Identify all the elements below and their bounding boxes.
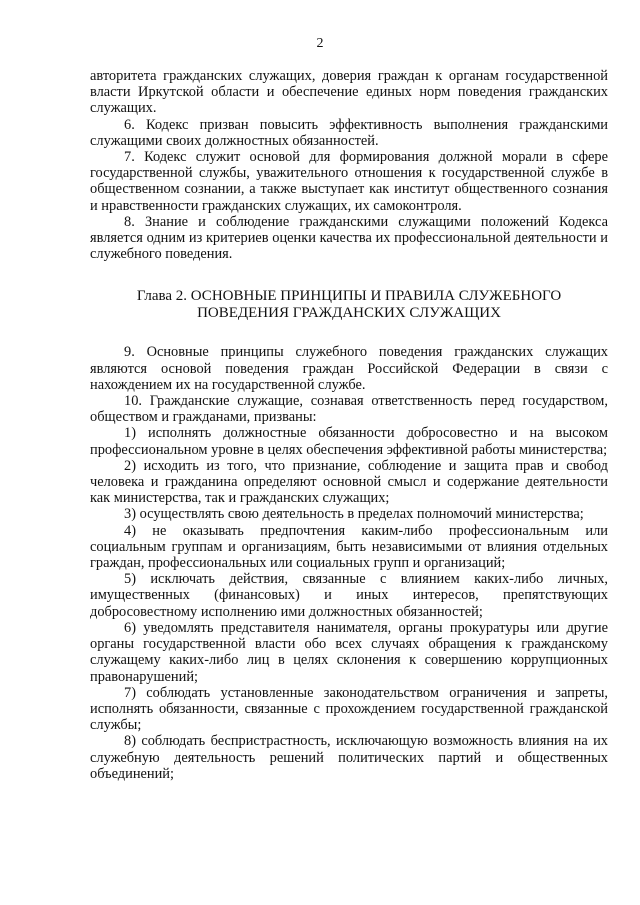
page-number: 2: [316, 36, 324, 51]
paragraph: 10. Гражданские служащие, сознавая ответственность перед государством, обществом и гражданами, призваны:: [90, 393, 608, 426]
list-item: 7) соблюдать установленные законодательством ограничения и запреты, исполнять обязанности, связанные с прохождением государственной гражданской службы;: [90, 684, 608, 734]
paragraph: 6. Кодекс призван повысить эффективность выполнения гражданскими служащими своих должностных обязанностей.: [90, 116, 608, 149]
chapter-heading: [90, 288, 608, 322]
list-item: 8) соблюдать беспристрастность, исключающую возможность влияния на их служебную деятельность решений политических партий и общественных объединений;: [90, 733, 608, 782]
paragraph: 7. Кодекс служит основой для формирования должной морали в сфере государственной службы, уважительного отношения к государственной службе в общественном сознании, а также выступает как институт общественного сознания и нравственности гражданских служащих, их самоконтроля.: [90, 149, 608, 214]
list-item: 5) исключать действия, связанные с влиянием каких-либо личных, имущественных (финансовых) и иных интересов, препятствующих добросовестному исполнению ими должностных обязанностей;: [90, 571, 608, 620]
list-item: 1) исполнять должностные обязанности добросовестно и на высоком профессиональном уровне в целях обеспечения эффективной работы министерства;: [90, 425, 608, 458]
list-item: 4) не оказывать предпочтения каким-либо профессиональным или социальным группам и организациям, быть независимыми от влияния отдельных граждан, профессиональных или социальных групп и организаций;: [90, 522, 608, 572]
paragraph: 8. Знание и соблюдение гражданскими служащими положений Кодекса является одним из критериев оценки качества их профессиональной деятельности и служебного поведения.: [90, 213, 608, 263]
list-item: 2) исходить из того, что признание, соблюдение и защита прав и свобод человека и гражданина определяют основной смысл и содержание деятельности как министерства, так и гражданских служащих;: [90, 457, 608, 507]
chapter-heading-line-2: ПОВЕДЕНИЯ ГРАЖДАНСКИХ СЛУЖАЩИХ: [197, 305, 501, 322]
paragraph: авторитета гражданских служащих, доверия граждан к органам государственной власти Иркутской области и обеспечение единых норм поведения гражданских служащих.: [90, 68, 608, 117]
paragraph: 9. Основные принципы служебного поведения гражданских служащих являются основой поведения граждан Российской Федерации в связи с нахождением их на государственной службе.: [90, 344, 608, 393]
chapter-heading-line-1: Глава 2. ОСНОВНЫЕ ПРИНЦИПЫ И ПРАВИЛА СЛУЖЕБНОГО: [136, 288, 562, 305]
list-item: 6) уведомлять представителя нанимателя, органы прокуратуры или другие органы государственной власти обо всех случаях обращения к гражданскому служащему каких-либо лиц в целях склонения к совершению коррупционных правонарушений;: [90, 619, 608, 685]
document-body: [90, 68, 608, 782]
list-item: 3) осуществлять свою деятельность в пределах полномочий министерства;: [124, 506, 584, 523]
